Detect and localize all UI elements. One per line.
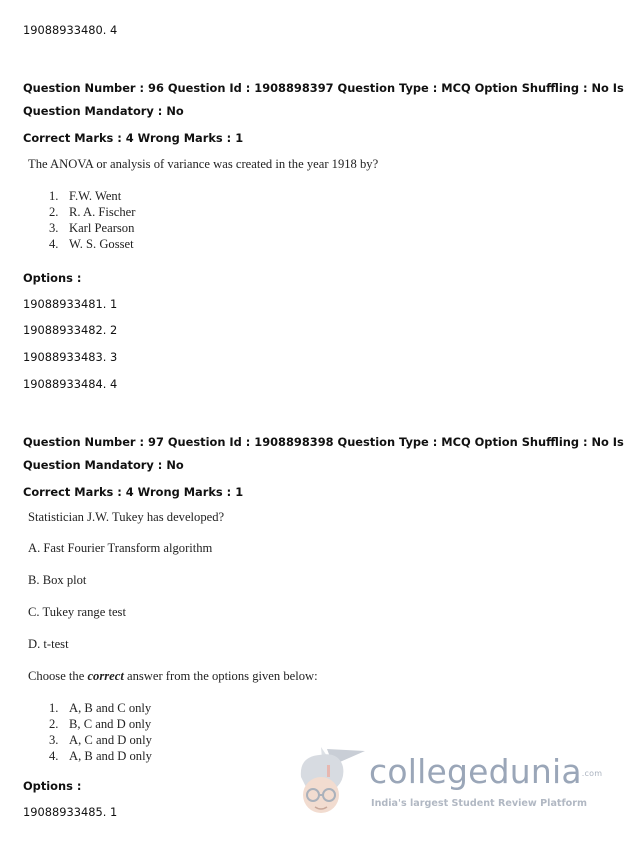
q97-options-label: Options : (23, 779, 82, 793)
watermark-tagline: India's largest Student Review Platform (371, 798, 587, 809)
q97-option-1: 19088933485. 1 (23, 805, 118, 819)
q96-marks: Correct Marks : 4 Wrong Marks : 1 (23, 131, 244, 145)
q96-question-text: The ANOVA or analysis of variance was created in the year 1918 by? (28, 157, 379, 171)
q97-choice-list (28, 700, 152, 764)
collegedunia-watermark (293, 737, 603, 827)
watermark-suffix: .com (581, 769, 603, 778)
q96-option-4: 19088933484. 4 (23, 377, 118, 391)
q96-option-3: 19088933483. 3 (23, 350, 118, 364)
emphasis-correct: correct (87, 669, 124, 683)
q96-header: Question Number : 96 Question Id : 1908898397 Question Type : MCQ Option Shuffling : No Is (23, 81, 624, 95)
q97-instruction: Choose the correct answer from the options given below: (28, 669, 318, 683)
list-item: 2. B, C and D only (49, 717, 152, 731)
list-item: 4. A, B and D only (49, 749, 152, 763)
q97-statement-a: A. Fast Fourier Transform algorithm (28, 541, 213, 555)
list-item: 4. W. S. Gosset (49, 237, 134, 251)
list-item: 1. F.W. Went (49, 189, 122, 203)
q96-choice-list (28, 188, 135, 252)
top-option: 19088933480. 4 (23, 23, 118, 37)
q97-marks: Correct Marks : 4 Wrong Marks : 1 (23, 485, 244, 499)
q97-statement-d: D. t-test (28, 637, 69, 651)
q96-mandatory: Question Mandatory : No (23, 104, 184, 118)
list-item: 2. R. A. Fischer (49, 205, 136, 219)
list-item: 3. Karl Pearson (49, 221, 135, 235)
q96-option-2: 19088933482. 2 (23, 323, 118, 337)
watermark-brand: collegedunia (369, 752, 582, 791)
q96-option-1: 19088933481. 1 (23, 297, 118, 311)
q97-question-text: Statistician J.W. Tukey has developed? (28, 510, 225, 524)
q96-options-label: Options : (23, 271, 82, 285)
mascot-icon (293, 737, 373, 827)
q97-statement-c: C. Tukey range test (28, 605, 126, 619)
list-item: 1. A, B and C only (49, 701, 152, 715)
q97-statement-b: B. Box plot (28, 573, 87, 587)
list-item: 3. A, C and D only (49, 733, 152, 747)
q97-mandatory: Question Mandatory : No (23, 458, 184, 472)
q97-header: Question Number : 97 Question Id : 1908898398 Question Type : MCQ Option Shuffling : No Is (23, 435, 624, 449)
